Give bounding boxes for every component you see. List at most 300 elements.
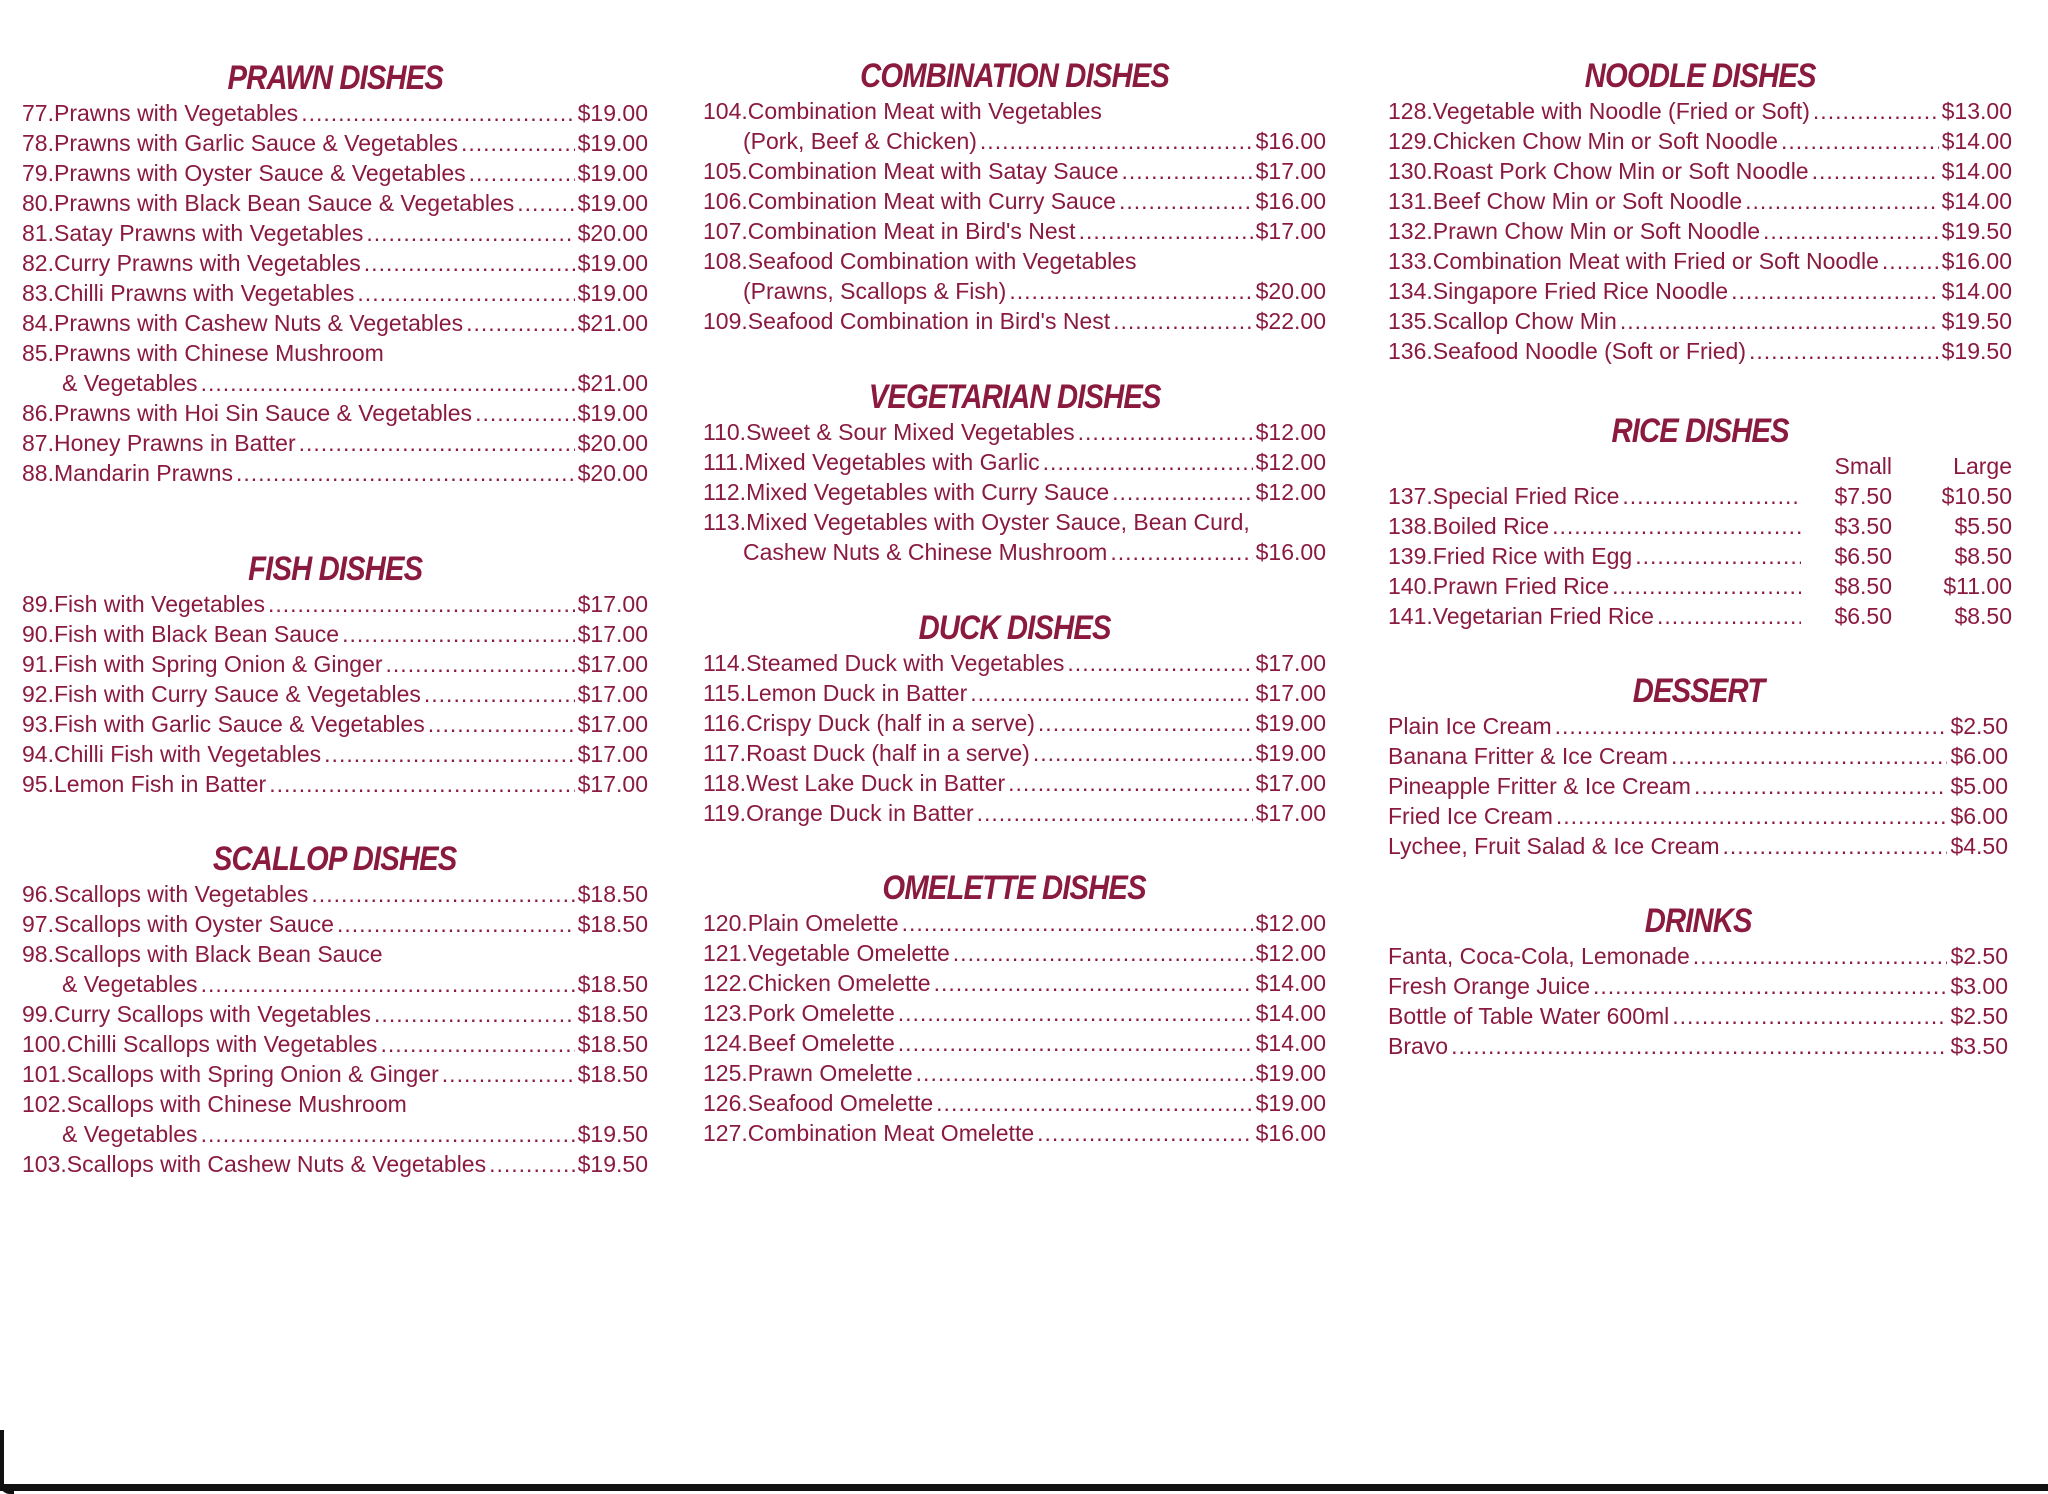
menu-item[interactable] bbox=[22, 248, 648, 278]
item-price: $19.00 bbox=[1255, 740, 1326, 766]
item-price: $2.50 bbox=[1950, 713, 2008, 739]
item-name: Combination Meat with Fried or Soft Noodle bbox=[1432, 248, 1879, 274]
item-name: Lemon Fish in Batter bbox=[53, 771, 267, 797]
dot-leader bbox=[386, 649, 575, 679]
item-name: Combination Meat with Curry Sauce bbox=[747, 188, 1116, 214]
item-number: 136. bbox=[1388, 338, 1433, 364]
menu-item[interactable] bbox=[22, 709, 648, 739]
menu-item[interactable] bbox=[22, 909, 648, 939]
item-number: 107. bbox=[703, 218, 748, 244]
item-name: West Lake Duck in Batter bbox=[746, 770, 1006, 796]
menu-item[interactable] bbox=[1388, 771, 2008, 801]
menu-item[interactable] bbox=[703, 678, 1326, 708]
dot-leader bbox=[1119, 186, 1253, 216]
item-price: $13.00 bbox=[1941, 98, 2012, 124]
menu-item[interactable] bbox=[1388, 186, 2012, 216]
item-number: 133. bbox=[1388, 248, 1433, 274]
dot-leader bbox=[461, 128, 575, 158]
item-number: 94. bbox=[22, 741, 54, 767]
item-name-continued: & Vegetables bbox=[62, 971, 198, 997]
dot-leader bbox=[1731, 276, 1939, 306]
dot-leader bbox=[424, 679, 575, 709]
item-name: Pork Omelette bbox=[747, 1000, 895, 1026]
menu-item[interactable] bbox=[22, 458, 648, 488]
dot-leader bbox=[201, 1119, 575, 1149]
item-name: Mandarin Prawns bbox=[53, 460, 233, 486]
menu-item[interactable] bbox=[703, 1088, 1326, 1118]
item-price: $18.50 bbox=[577, 881, 648, 907]
item-price: $14.00 bbox=[1255, 1030, 1326, 1056]
section-title: COMBINATION DISHES bbox=[860, 57, 1169, 95]
item-name: Curry Prawns with Vegetables bbox=[53, 250, 361, 276]
item-price: $19.00 bbox=[577, 250, 648, 276]
menu-item[interactable] bbox=[703, 1118, 1326, 1148]
item-price: $14.00 bbox=[1941, 128, 2012, 154]
dot-leader bbox=[1781, 126, 1939, 156]
item-name: Banana Fritter & Ice Cream bbox=[1388, 743, 1668, 769]
section-title: PRAWN DISHES bbox=[227, 59, 443, 97]
menu-item[interactable] bbox=[1388, 156, 2012, 186]
item-number: 102. bbox=[22, 1091, 67, 1117]
item-number: 139. bbox=[1388, 543, 1433, 569]
item-price: $16.00 bbox=[1255, 1120, 1326, 1146]
item-price: $18.50 bbox=[577, 1031, 648, 1057]
item-name: Beef Omelette bbox=[747, 1030, 895, 1056]
dot-leader bbox=[1037, 1118, 1253, 1148]
menu-item-continued[interactable] bbox=[22, 1119, 648, 1149]
dot-leader bbox=[357, 278, 574, 308]
item-price: $5.00 bbox=[1950, 773, 2008, 799]
item-name: Scallops with Vegetables bbox=[53, 881, 309, 907]
item-name: Combination Meat Omelette bbox=[747, 1120, 1035, 1146]
item-price: $12.00 bbox=[1255, 449, 1326, 475]
item-number: 77. bbox=[22, 100, 54, 126]
item-price: $17.00 bbox=[577, 621, 648, 647]
item-name: Fish with Spring Onion & Ginger bbox=[53, 651, 383, 677]
item-price: $12.00 bbox=[1255, 940, 1326, 966]
item-number: 114. bbox=[703, 650, 747, 676]
item-number: 131. bbox=[1388, 188, 1433, 214]
menu-item[interactable] bbox=[703, 477, 1326, 507]
item-name: Singapore Fried Rice Noodle bbox=[1432, 278, 1729, 304]
menu-item[interactable] bbox=[22, 128, 648, 158]
item-price: $19.00 bbox=[577, 160, 648, 186]
item-price: $17.00 bbox=[577, 741, 648, 767]
dot-leader bbox=[898, 1028, 1253, 1058]
page-edge-line bbox=[0, 1484, 2048, 1491]
item-name: Prawns with Hoi Sin Sauce & Vegetables bbox=[53, 400, 473, 426]
item-name: Seafood Noodle (Soft or Fried) bbox=[1432, 338, 1746, 364]
item-name: Combination Meat in Bird's Nest bbox=[747, 218, 1076, 244]
menu-item[interactable] bbox=[1388, 711, 2008, 741]
menu-item[interactable] bbox=[703, 738, 1326, 768]
menu-item[interactable] bbox=[1388, 1031, 2008, 1061]
menu-item[interactable] bbox=[1388, 601, 2012, 631]
menu-item[interactable] bbox=[22, 428, 648, 458]
dot-leader bbox=[1657, 601, 1801, 631]
menu-item[interactable] bbox=[22, 879, 648, 909]
menu-item-continued[interactable] bbox=[22, 368, 648, 398]
item-name-continued: & Vegetables bbox=[62, 370, 198, 396]
item-name: Steamed Duck with Vegetables bbox=[746, 650, 1065, 676]
item-price: $19.00 bbox=[1255, 710, 1326, 736]
item-name: Scallops with Oyster Sauce bbox=[53, 911, 334, 937]
item-name: Fried Ice Cream bbox=[1388, 803, 1553, 829]
menu-item[interactable] bbox=[22, 1149, 648, 1179]
item-number: 78. bbox=[22, 130, 54, 156]
item-price: $20.00 bbox=[577, 220, 648, 246]
item-price: $19.50 bbox=[1941, 218, 2012, 244]
menu-item[interactable] bbox=[1388, 741, 2008, 771]
item-price: $14.00 bbox=[1941, 158, 2012, 184]
dot-leader bbox=[201, 368, 575, 398]
item-number: 91. bbox=[22, 651, 54, 677]
item-name: Chilli Scallops with Vegetables bbox=[66, 1031, 378, 1057]
item-price: $3.50 bbox=[1950, 1033, 2008, 1059]
menu-item[interactable] bbox=[22, 188, 648, 218]
section-heading bbox=[22, 839, 648, 879]
menu-item[interactable] bbox=[703, 216, 1326, 246]
dot-leader bbox=[337, 909, 575, 939]
dot-leader bbox=[1723, 831, 1948, 861]
dot-leader bbox=[1671, 741, 1947, 771]
menu-item-continued[interactable] bbox=[22, 969, 648, 999]
item-number: 106. bbox=[703, 188, 748, 214]
item-name-continued: (Pork, Beef & Chicken) bbox=[743, 128, 977, 154]
item-price: $17.00 bbox=[1255, 770, 1326, 796]
section-title: DRINKS bbox=[1644, 902, 1752, 940]
dot-leader bbox=[364, 248, 575, 278]
dot-leader bbox=[1622, 481, 1801, 511]
item-number: 92. bbox=[22, 681, 54, 707]
item-name: Fish with Garlic Sauce & Vegetables bbox=[53, 711, 425, 737]
item-number: 82. bbox=[22, 250, 54, 276]
item-price: $21.00 bbox=[577, 310, 648, 336]
menu-item[interactable] bbox=[22, 769, 648, 799]
item-price: $19.00 bbox=[577, 100, 648, 126]
menu-item[interactable] bbox=[1388, 831, 2008, 861]
menu-item[interactable] bbox=[703, 246, 1326, 276]
item-price: $19.00 bbox=[1255, 1060, 1326, 1086]
item-number: 87. bbox=[22, 430, 54, 456]
item-price: $19.00 bbox=[577, 130, 648, 156]
item-name: Boiled Rice bbox=[1432, 513, 1550, 539]
menu-item-continued[interactable] bbox=[703, 537, 1326, 567]
menu-item[interactable] bbox=[1388, 306, 2012, 336]
dot-leader bbox=[1694, 771, 1947, 801]
dot-leader bbox=[1038, 708, 1253, 738]
price-large: $11.00 bbox=[1943, 573, 2012, 599]
menu-item[interactable] bbox=[1388, 336, 2012, 366]
dot-leader bbox=[236, 458, 575, 488]
item-name: Honey Prawns in Batter bbox=[53, 430, 296, 456]
item-price: $20.00 bbox=[577, 460, 648, 486]
menu-item[interactable] bbox=[703, 938, 1326, 968]
section-title: DUCK DISHES bbox=[918, 609, 1111, 647]
page-corner bbox=[0, 1430, 14, 1494]
item-name: Pineapple Fritter & Ice Cream bbox=[1388, 773, 1691, 799]
item-name: Plain Ice Cream bbox=[1388, 713, 1552, 739]
dot-leader bbox=[1008, 768, 1253, 798]
item-name: Fish with Black Bean Sauce bbox=[53, 621, 340, 647]
item-name: Fried Rice with Egg bbox=[1432, 543, 1633, 569]
item-price: $17.00 bbox=[577, 591, 648, 617]
price-small: $6.50 bbox=[1834, 543, 1892, 569]
menu-item[interactable] bbox=[22, 338, 648, 368]
item-name: Chicken Omelette bbox=[747, 970, 931, 996]
item-name: Chicken Chow Min or Soft Noodle bbox=[1432, 128, 1778, 154]
item-number: 109. bbox=[703, 308, 748, 334]
item-price: $12.00 bbox=[1255, 910, 1326, 936]
menu-item[interactable] bbox=[703, 1058, 1326, 1088]
item-number: 88. bbox=[22, 460, 54, 486]
dot-leader bbox=[311, 879, 574, 909]
menu-item[interactable] bbox=[703, 507, 1326, 537]
menu-item[interactable] bbox=[703, 96, 1326, 126]
menu-item[interactable] bbox=[1388, 216, 2012, 246]
item-price: $12.00 bbox=[1255, 419, 1326, 445]
item-name: Plain Omelette bbox=[747, 910, 899, 936]
menu-item[interactable] bbox=[703, 156, 1326, 186]
menu-item[interactable] bbox=[703, 798, 1326, 828]
item-name: Seafood Combination in Bird's Nest bbox=[747, 308, 1111, 334]
menu-item[interactable] bbox=[22, 398, 648, 428]
item-name-group bbox=[1388, 541, 1804, 571]
item-price: $17.00 bbox=[577, 771, 648, 797]
item-number: 105. bbox=[703, 158, 748, 184]
item-name: Prawn Chow Min or Soft Noodle bbox=[1432, 218, 1761, 244]
menu-item[interactable] bbox=[22, 679, 648, 709]
menu-item[interactable] bbox=[1388, 246, 2012, 276]
item-number: 132. bbox=[1388, 218, 1433, 244]
menu-item[interactable] bbox=[703, 1028, 1326, 1058]
item-name: Lemon Duck in Batter bbox=[746, 680, 968, 706]
dot-leader bbox=[916, 1058, 1253, 1088]
item-number: 130. bbox=[1388, 158, 1433, 184]
item-number: 124. bbox=[703, 1030, 748, 1056]
dot-leader bbox=[475, 398, 575, 428]
item-price: $17.00 bbox=[1255, 800, 1326, 826]
section-title: VEGETARIAN DISHES bbox=[868, 378, 1161, 416]
section-title: NOODLE DISHES bbox=[1584, 57, 1816, 95]
dot-leader bbox=[324, 739, 574, 769]
menu-item[interactable] bbox=[703, 186, 1326, 216]
item-price: $17.00 bbox=[577, 681, 648, 707]
item-price: $19.50 bbox=[577, 1151, 648, 1177]
item-name-continued: & Vegetables bbox=[62, 1121, 198, 1147]
item-price: $19.00 bbox=[577, 400, 648, 426]
item-price: $19.50 bbox=[1941, 338, 2012, 364]
menu-item[interactable] bbox=[22, 218, 648, 248]
menu-item[interactable] bbox=[22, 589, 648, 619]
item-name: Mixed Vegetables with Curry Sauce bbox=[746, 479, 1110, 505]
dot-leader bbox=[374, 999, 575, 1029]
item-number: 85. bbox=[22, 340, 54, 366]
section-duck bbox=[703, 608, 1326, 828]
item-number: 86. bbox=[22, 400, 54, 426]
menu-item[interactable] bbox=[703, 768, 1326, 798]
item-number: 141. bbox=[1388, 603, 1433, 629]
item-number: 129. bbox=[1388, 128, 1433, 154]
menu-item[interactable] bbox=[22, 1029, 648, 1059]
section-title: RICE DISHES bbox=[1611, 412, 1789, 450]
item-number: 83. bbox=[22, 280, 54, 306]
item-price: $17.00 bbox=[1255, 218, 1326, 244]
item-price: $16.00 bbox=[1941, 248, 2012, 274]
item-price: $12.00 bbox=[1255, 479, 1326, 505]
section-heading bbox=[703, 377, 1326, 417]
item-name: Beef Chow Min or Soft Noodle bbox=[1432, 188, 1743, 214]
dot-leader bbox=[1043, 447, 1253, 477]
section-combination bbox=[703, 56, 1326, 336]
item-price: $14.00 bbox=[1255, 1000, 1326, 1026]
item-number: 84. bbox=[22, 310, 54, 336]
item-name: Fish with Vegetables bbox=[53, 591, 265, 617]
menu-item[interactable] bbox=[703, 708, 1326, 738]
menu-item[interactable] bbox=[1388, 971, 2008, 1001]
dot-leader bbox=[201, 969, 575, 999]
item-name: Combination Meat with Satay Sauce bbox=[747, 158, 1119, 184]
menu-item[interactable] bbox=[1388, 571, 2012, 601]
dot-leader bbox=[953, 938, 1253, 968]
item-price: $17.00 bbox=[1255, 158, 1326, 184]
dot-leader bbox=[1451, 1031, 1947, 1061]
item-number: 112. bbox=[703, 479, 747, 505]
item-name-continued: (Prawns, Scallops & Fish) bbox=[743, 278, 1007, 304]
item-price: $14.00 bbox=[1941, 278, 2012, 304]
menu-item[interactable] bbox=[22, 1089, 648, 1119]
menu-item[interactable] bbox=[22, 308, 648, 338]
menu-item[interactable] bbox=[1388, 941, 2008, 971]
item-name-continued: Cashew Nuts & Chinese Mushroom bbox=[743, 539, 1108, 565]
menu-item[interactable] bbox=[22, 739, 648, 769]
dot-leader bbox=[1033, 738, 1253, 768]
section-heading bbox=[1388, 56, 2012, 96]
menu-item[interactable] bbox=[1388, 96, 2012, 126]
item-name: Scallops with Cashew Nuts & Vegetables bbox=[66, 1151, 487, 1177]
item-number: 115. bbox=[703, 680, 747, 706]
item-name: Roast Duck (half in a serve) bbox=[746, 740, 1030, 766]
menu-item[interactable] bbox=[703, 648, 1326, 678]
menu-item[interactable] bbox=[703, 447, 1326, 477]
menu-item-continued[interactable] bbox=[703, 276, 1326, 306]
item-number: 93. bbox=[22, 711, 54, 737]
item-price: $18.50 bbox=[577, 1061, 648, 1087]
menu-item[interactable] bbox=[703, 968, 1326, 998]
item-name-group bbox=[1388, 571, 1804, 601]
item-price: $17.00 bbox=[577, 711, 648, 737]
menu-item[interactable] bbox=[1388, 126, 2012, 156]
dot-leader bbox=[299, 428, 575, 458]
menu-item[interactable] bbox=[22, 278, 648, 308]
menu-item[interactable] bbox=[22, 649, 648, 679]
dot-leader bbox=[1079, 216, 1253, 246]
menu-item[interactable] bbox=[22, 939, 648, 969]
menu-item[interactable] bbox=[22, 999, 648, 1029]
item-number: 123. bbox=[703, 1000, 748, 1026]
dot-leader bbox=[1693, 941, 1948, 971]
dot-leader bbox=[1612, 571, 1801, 601]
dot-leader bbox=[342, 619, 575, 649]
item-price: $3.00 bbox=[1950, 973, 2008, 999]
item-number: 99. bbox=[22, 1001, 54, 1027]
menu-item[interactable] bbox=[1388, 1001, 2008, 1031]
item-name: Fish with Curry Sauce & Vegetables bbox=[53, 681, 421, 707]
item-name: Satay Prawns with Vegetables bbox=[53, 220, 364, 246]
item-number: 116. bbox=[703, 710, 747, 736]
item-price: $6.00 bbox=[1950, 743, 2008, 769]
item-name: Mixed Vegetables with Oyster Sauce, Bean Curd, bbox=[746, 509, 1250, 535]
section-heading bbox=[703, 868, 1326, 908]
dot-leader bbox=[1113, 306, 1253, 336]
item-name: Combination Meat with Vegetables bbox=[747, 98, 1102, 124]
section-heading bbox=[1388, 901, 2008, 941]
section-heading bbox=[22, 549, 648, 589]
item-name: Prawns with Vegetables bbox=[53, 100, 299, 126]
item-number: 120. bbox=[703, 910, 748, 936]
item-number: 101. bbox=[22, 1061, 67, 1087]
item-price: $2.50 bbox=[1950, 943, 2008, 969]
dot-leader bbox=[1672, 1001, 1947, 1031]
dot-leader bbox=[380, 1029, 574, 1059]
menu-item-continued[interactable] bbox=[703, 126, 1326, 156]
dot-leader bbox=[466, 308, 575, 338]
item-number: 90. bbox=[22, 621, 54, 647]
menu-item[interactable] bbox=[22, 98, 648, 128]
menu-item[interactable] bbox=[703, 908, 1326, 938]
item-price: $17.00 bbox=[577, 651, 648, 677]
dot-leader bbox=[1763, 216, 1939, 246]
item-name: Orange Duck in Batter bbox=[746, 800, 974, 826]
menu-item[interactable] bbox=[22, 1059, 648, 1089]
menu-item[interactable] bbox=[22, 619, 648, 649]
item-price: $16.00 bbox=[1255, 128, 1326, 154]
menu-item[interactable] bbox=[1388, 276, 2012, 306]
menu-item[interactable] bbox=[703, 306, 1326, 336]
item-name: Prawn Fried Rice bbox=[1432, 573, 1610, 599]
section-heading bbox=[703, 608, 1326, 648]
item-name: Curry Scallops with Vegetables bbox=[53, 1001, 372, 1027]
menu-item[interactable] bbox=[1388, 481, 2012, 511]
price-small: $6.50 bbox=[1834, 603, 1892, 629]
menu-item[interactable] bbox=[1388, 801, 2008, 831]
price-large: $5.50 bbox=[1954, 513, 2012, 539]
dot-leader bbox=[902, 908, 1253, 938]
item-number: 98. bbox=[22, 941, 54, 967]
dot-leader bbox=[977, 798, 1253, 828]
item-number: 118. bbox=[703, 770, 747, 796]
dot-leader bbox=[268, 589, 575, 619]
item-name: Seafood Combination with Vegetables bbox=[747, 248, 1137, 274]
item-name: Crispy Duck (half in a serve) bbox=[746, 710, 1035, 736]
dot-leader bbox=[366, 218, 574, 248]
item-number: 121. bbox=[703, 940, 748, 966]
item-name: Fresh Orange Juice bbox=[1388, 973, 1590, 999]
item-name: Seafood Omelette bbox=[747, 1090, 934, 1116]
menu-item[interactable] bbox=[1388, 541, 2012, 571]
item-number: 138. bbox=[1388, 513, 1433, 539]
item-number: 97. bbox=[22, 911, 54, 937]
item-price: $20.00 bbox=[577, 430, 648, 456]
dot-leader bbox=[1555, 711, 1948, 741]
menu-item[interactable] bbox=[22, 158, 648, 188]
menu-item[interactable] bbox=[703, 998, 1326, 1028]
small-label: Small bbox=[1834, 453, 1892, 479]
item-number: 127. bbox=[703, 1120, 748, 1146]
menu-item[interactable] bbox=[703, 417, 1326, 447]
menu-item[interactable] bbox=[1388, 511, 2012, 541]
item-number: 125. bbox=[703, 1060, 748, 1086]
